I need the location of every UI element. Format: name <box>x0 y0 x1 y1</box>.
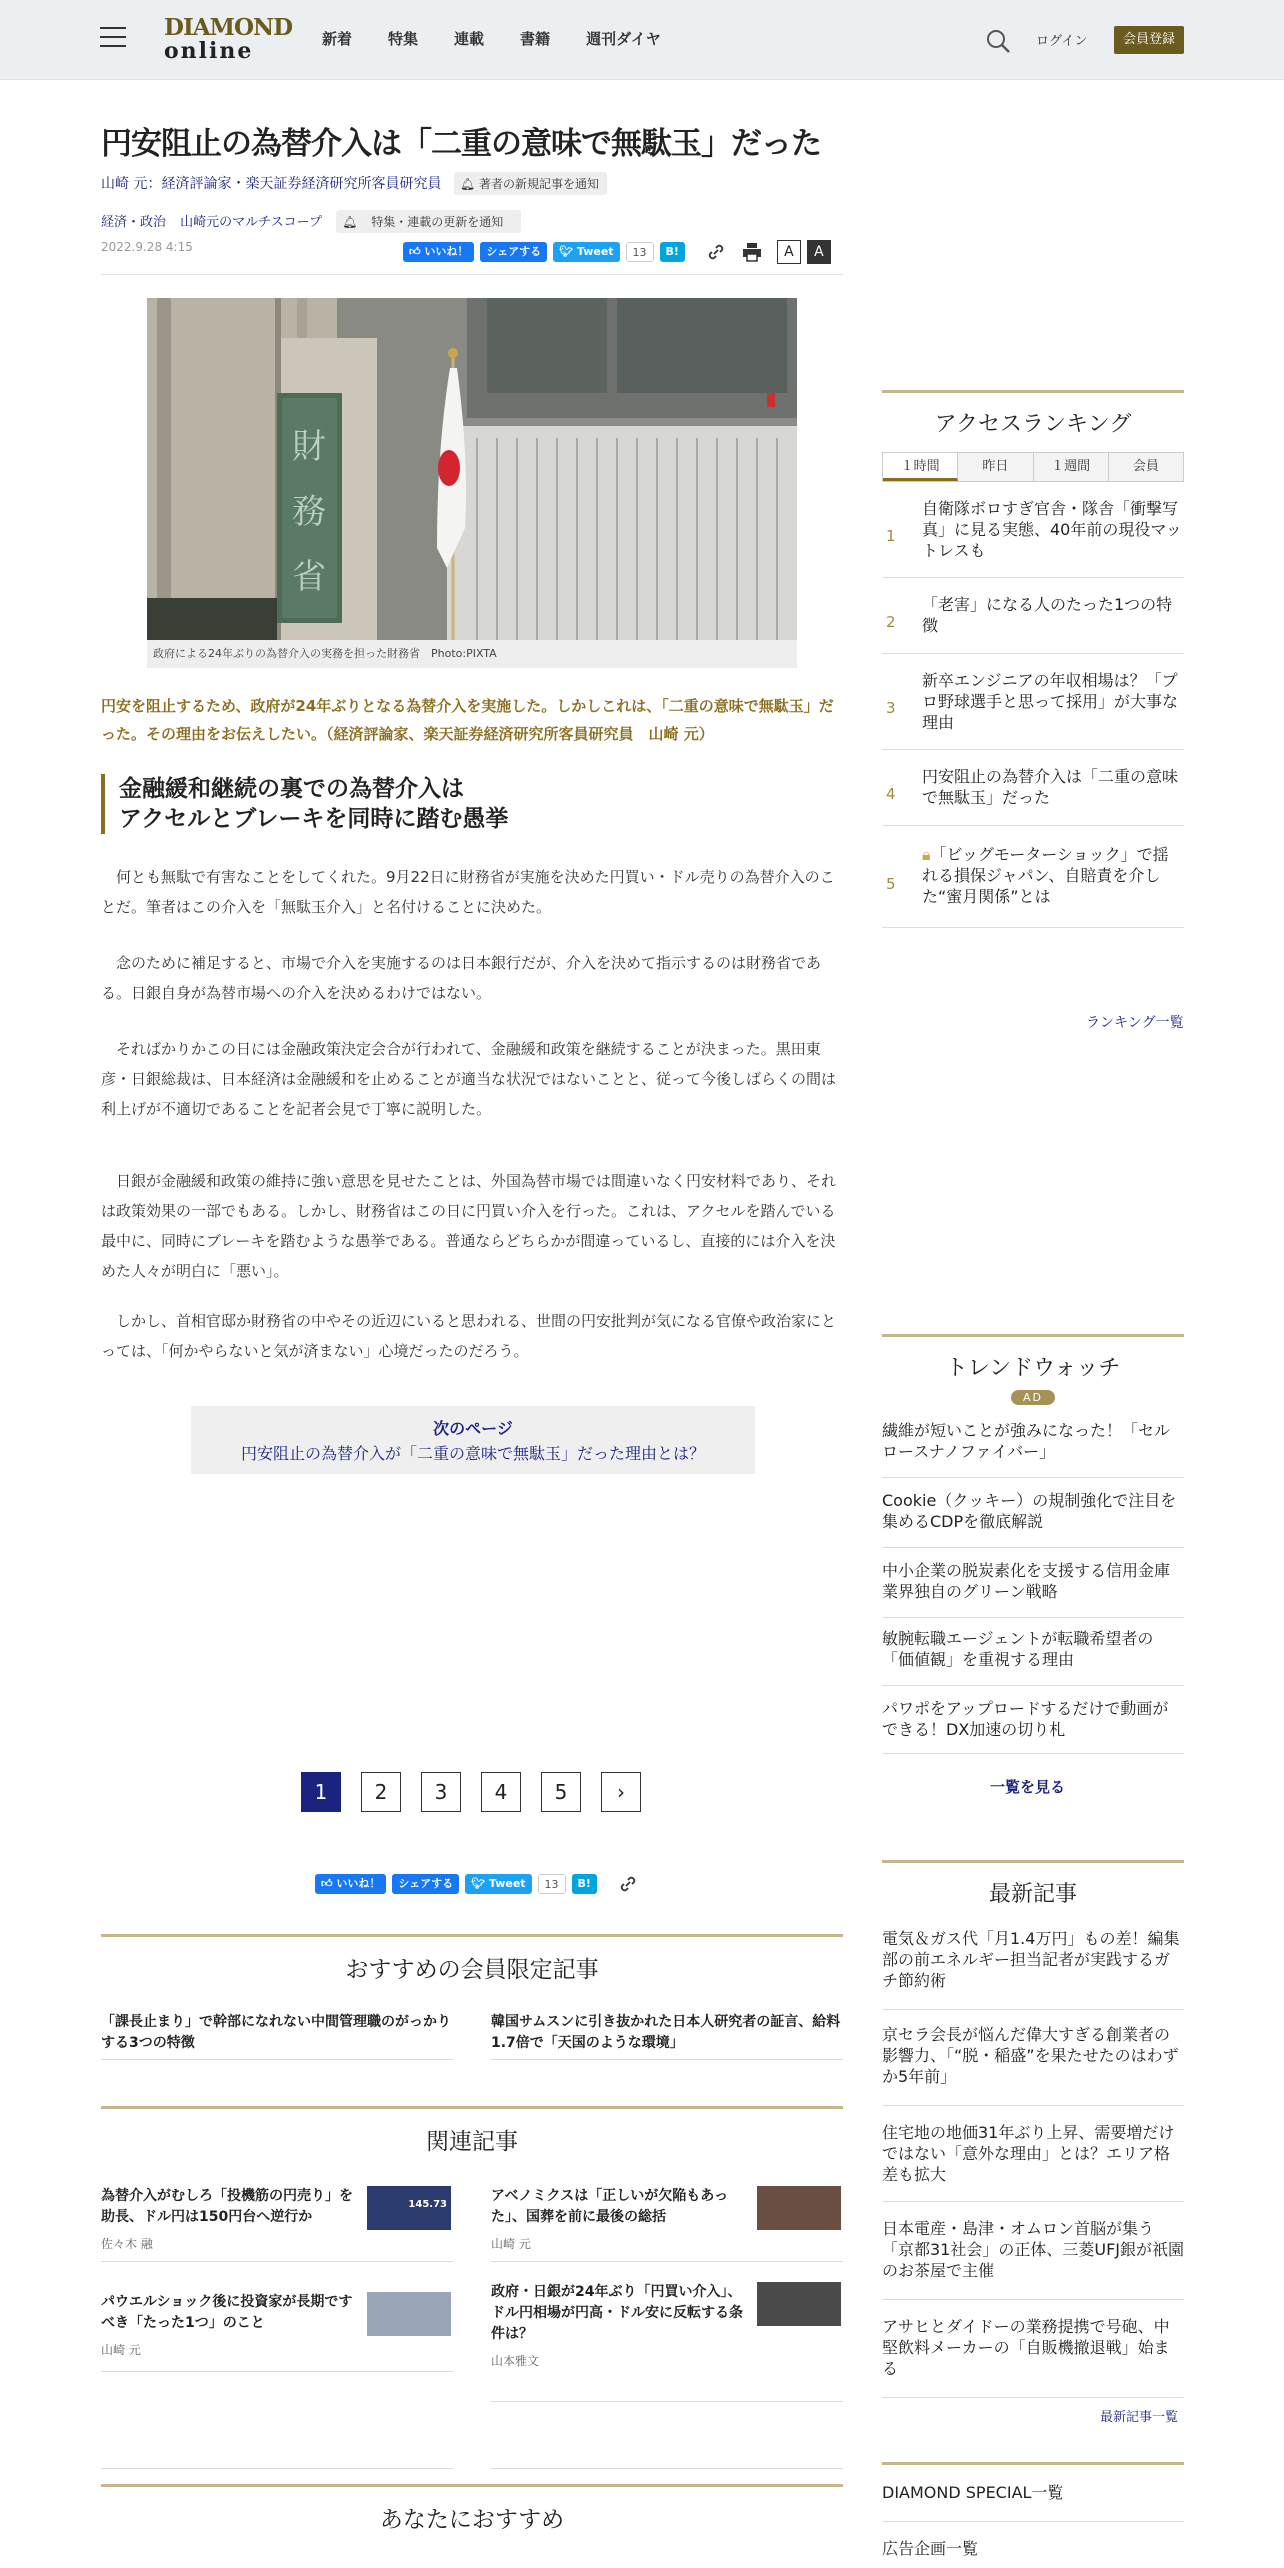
hatena-bookmark-button[interactable]: B! <box>572 1874 597 1894</box>
related-thumbnail <box>757 2186 841 2230</box>
latest-item[interactable]: 日本電産・島津・オムロン首脳が集う「京都31社会」の正体、三菱UFJ銀が祇園のお茶屋で主催 <box>882 2218 1184 2300</box>
font-size-large-button[interactable]: A <box>807 240 831 264</box>
photo-sign-char-1: 財 <box>292 427 326 467</box>
author-line <box>101 172 607 195</box>
diamond-special-link[interactable]: DIAMOND SPECIAL一覧 <box>882 2480 1184 2522</box>
rank-number: 4 <box>886 784 896 803</box>
nav-weekly[interactable]: 週刊ダイヤ <box>586 30 661 48</box>
related-author: 山崎 元 <box>101 2343 141 2357</box>
trend-heading: トレンドウォッチ <box>945 1356 1121 1381</box>
author-notify-label: 著者の新規記事を通知 <box>478 177 599 191</box>
rank-title <box>922 844 1184 907</box>
next-page-label: 次のページ <box>433 1419 513 1438</box>
facebook-share-button[interactable]: シェアする <box>480 242 547 262</box>
tweet-count: 13 <box>538 1874 566 1894</box>
rank-title: 「老害」になる人のたった1つの特徴 <box>922 595 1173 635</box>
logo-bottom: online <box>164 38 254 64</box>
members-heading: おすすめの会員限定記事 <box>101 1934 843 1994</box>
trend-more-link[interactable]: 一覧を見る <box>990 1778 1066 1796</box>
share-bar-bottom <box>315 1872 639 1896</box>
nav-series[interactable]: 連載 <box>454 30 485 48</box>
bell-icon: 🔔︎ <box>459 177 476 191</box>
ranking-section <box>882 390 1184 440</box>
trend-item[interactable]: 繊維が短いことが強みになった！「セルロースナノファイバー」 <box>882 1420 1184 1478</box>
related-author: 山崎 元 <box>491 2237 531 2251</box>
trend-heading-box <box>882 1334 1184 1404</box>
rank-number: 2 <box>886 612 896 631</box>
site-header <box>0 0 1284 80</box>
section-heading-line-2: アクセルとブレーキを同時に踏む愚挙 <box>119 806 509 832</box>
article-photo <box>147 298 797 640</box>
facebook-like-button[interactable]: 👍︎ いいね！ <box>315 1874 386 1894</box>
global-nav <box>322 28 697 49</box>
divider <box>101 274 843 275</box>
photo-sign-char-2: 務 <box>292 492 326 532</box>
ranking-item[interactable] <box>882 762 1184 826</box>
related-title: 為替介入がむしろ「投機筋の円売り」を助長、ドル円は150円台へ逆行か <box>101 2188 353 2225</box>
section-heading <box>101 774 843 834</box>
like-label: いいね！ <box>336 1877 381 1890</box>
tab-yesterday[interactable]: 昨日 <box>958 453 1033 481</box>
series-notify-button[interactable] <box>336 210 521 233</box>
ad-projects-link[interactable]: 広告企画一覧 <box>882 2539 979 2558</box>
rank-title-text: 「ビッグモーターショック」で揺れる損保ジャパン、自賠責を介した“蜜月関係”とは <box>922 845 1169 906</box>
ranking-tabs <box>882 452 1184 482</box>
photo-illustration <box>147 298 797 640</box>
paragraph: 何とも無駄で有害なことをしてくれた。9月22日に財務省が実施を決めた円買い・ドル売りの為替介入のことだ。筆者はこの介入を「無駄玉介入」と名付けることに決めた。 <box>101 868 835 916</box>
article-title: 円安阻止の為替介入は「二重の意味で無駄玉」だった <box>101 126 821 162</box>
lock-icon: 🔒︎ <box>922 845 931 864</box>
photo-caption: 政府による24年ぶりの為替介入の実務を担った財務省 Photo:PIXTA <box>147 640 797 668</box>
pagination <box>301 1772 661 1812</box>
register-button[interactable]: 会員登録 <box>1114 26 1184 54</box>
category-line <box>101 210 531 233</box>
facebook-share-button[interactable]: シェアする <box>392 1874 459 1894</box>
related-title: アベノミクスは「正しいが欠陥もあった」、国葬を前に最後の総括 <box>491 2188 729 2225</box>
paragraph: 念のために補足すると、市場で介入を実施するのは日本銀行だが、介入を決めて指示するのは財務省である。日銀自身が為替市場への介入を決めるわけではない。 <box>101 954 822 1002</box>
recommend-heading: あなたにおすすめ <box>101 2484 843 2544</box>
latest-section <box>882 1860 1184 1910</box>
link-copy-icon[interactable] <box>617 1873 639 1895</box>
menu-icon[interactable] <box>100 27 126 49</box>
ranking-more-link[interactable]: ランキング一覧 <box>1086 1015 1184 1031</box>
tweet-count: 13 <box>626 242 654 262</box>
ranking-item[interactable] <box>882 494 1184 578</box>
divider <box>101 2468 453 2469</box>
related-thumbnail <box>367 2292 451 2336</box>
members-article-1[interactable]: 「課長止まり」で幹部になれない中間管理職のがっかりする3つの特徴 <box>101 2012 453 2060</box>
related-title: 政府・日銀が24年ぶり「円買い介入」、ドル円相場が円高・ドル安に反転する条件は？ <box>491 2284 743 2342</box>
nav-books[interactable]: 書籍 <box>520 30 551 48</box>
category-link-economy[interactable]: 経済・政治 <box>101 215 167 230</box>
related-article-4[interactable] <box>491 2282 843 2402</box>
related-article-3[interactable] <box>101 2292 453 2372</box>
paragraph: 日銀が金融緩和政策の維持に強い意思を見せたことは、外国為替市場では間違いなく円安材料であり、それは政策効果の一部でもある。しかし、財務省はこの日に円買い介入を行った。これは、アクセルを踏んでいる最中に、同時にブレーキを踏むような愚挙である。普通ならどちらかが間違っているし、直接的には介入を決めた人々が明白に「悪い」。 <box>101 1172 837 1280</box>
related-heading: 関連記事 <box>101 2106 843 2166</box>
tweet-label: Tweet <box>488 1877 526 1890</box>
page-2[interactable]: 2 <box>361 1772 401 1812</box>
site-logo[interactable] <box>164 14 293 64</box>
members-article-2[interactable]: 韓国サムスンに引き抜かれた日本人研究者の証言、給料1.7倍で「天国のような環境」 <box>491 2012 843 2060</box>
trend-item[interactable]: 敏腕転職エージェントが転職希望者の「価値観」を重視する理由 <box>882 1628 1184 1686</box>
nav-features[interactable]: 特集 <box>388 30 419 48</box>
page-4[interactable]: 4 <box>481 1772 521 1812</box>
rank-title: 円安阻止の為替介入は「二重の意味で無駄玉」だった <box>922 767 1179 807</box>
tweet-label: Tweet <box>576 245 614 258</box>
category-link-series[interactable]: 山崎元のマルチスコープ <box>180 215 322 230</box>
article-lead: 円安を阻止するため、政府が24年ぶりとなる為替介入を実施した。しかしこれは、「二重の意味で無駄玉」だった。その理由をお伝えしたい。（経済評論家、楽天証券経済研究所客員研究員 山崎 元） <box>101 697 834 743</box>
latest-item[interactable]: 住宅地の地価31年ぶり上昇、需要増だけではない「意外な理由」とは？エリア格差も拡大 <box>882 2122 1184 2202</box>
ranking-heading: アクセスランキング <box>882 390 1184 440</box>
paragraph: そればかりかこの日には金融政策決定会合が行われて、金融緩和政策を継続することが決まった。黒田東彦・日銀総裁は、日本経済は金融緩和を止めることが適当な状況ではないことと、従って今後しばらくの間は利上げが不適切であることを記者会見で丁寧に説明した。 <box>101 1040 837 1118</box>
print-icon[interactable] <box>741 241 763 263</box>
bell-icon: 🔔︎ <box>342 215 358 229</box>
author-notify-button[interactable] <box>454 172 607 195</box>
like-label: いいね！ <box>424 245 469 258</box>
tab-members[interactable]: 会員 <box>1109 453 1183 481</box>
link-copy-icon[interactable] <box>705 241 727 263</box>
related-author: 山本雅文 <box>491 2354 540 2368</box>
trend-item[interactable]: パワポをアップロードするだけで動画ができる！DX加速の切り札 <box>882 1698 1184 1754</box>
next-page-box[interactable] <box>191 1406 755 1474</box>
latest-item[interactable]: アサヒとダイドーの業務提携で号砲、中堅飲料メーカーの「自販機撤退戦」始まる <box>882 2316 1184 2398</box>
hatena-bookmark-button[interactable]: B! <box>660 242 685 262</box>
trend-item[interactable]: Cookie（クッキー）の規制強化で注目を集めるCDPを徹底解説 <box>882 1490 1184 1548</box>
related-title: パウエルショック後に投資家が長期ですべき「たった1つ」のこと <box>101 2294 353 2331</box>
tweet-button[interactable]: 🐦︎ Tweet <box>553 242 619 262</box>
photo-sign-char-3: 省 <box>292 557 326 597</box>
latest-item[interactable]: 電気＆ガス代「月1.4万円」もの差！編集部の前エネルギー担当記者が実践するガチ節約術 <box>882 1928 1184 2010</box>
related-author: 佐々木 融 <box>101 2237 153 2251</box>
ranking-item[interactable] <box>882 590 1184 654</box>
ranking-item[interactable] <box>882 840 1184 928</box>
paragraph: しかし、首相官邸か財務省の中やその近辺にいると思われる、世間の円安批判が気になる官僚や政治家にとっては、「何かやらないと気が済まない」心境だったのだろう。 <box>101 1312 837 1360</box>
trend-item[interactable]: 中小企業の脱炭素化を支援する信用金庫業界独自のグリーン戦略 <box>882 1560 1184 1618</box>
series-notify-label: 特集・連載の更新を通知 <box>371 215 504 229</box>
ranking-item[interactable] <box>882 666 1184 750</box>
login-link[interactable]: ログイン <box>1036 34 1088 49</box>
page-5[interactable]: 5 <box>541 1772 581 1812</box>
latest-heading: 最新記事 <box>882 1860 1184 1910</box>
latest-more-link[interactable]: 最新記事一覧 <box>1100 2410 1179 2425</box>
page-1[interactable]: 1 <box>301 1772 341 1812</box>
related-thumbnail <box>367 2186 451 2230</box>
trend-section <box>882 1334 1184 1404</box>
related-thumbnail <box>757 2282 841 2326</box>
rank-number: 3 <box>886 698 896 717</box>
related-article-1[interactable] <box>101 2186 453 2262</box>
latest-item[interactable]: 京セラ会長が悩んだ偉大すぎる創業者の影響力、「“脱・稲盛”を果たせたのはわずか5年前」 <box>882 2024 1184 2106</box>
rank-number: 1 <box>886 526 896 545</box>
search-icon[interactable] <box>985 28 1011 54</box>
author-link[interactable]: 山崎 元：経済評論家・楽天証券経済研究所客員研究員 <box>101 176 442 192</box>
tab-1week[interactable]: １週間 <box>1034 453 1109 481</box>
thumb-text: 145.73 <box>408 2199 447 2210</box>
tweet-button[interactable]: 🐦︎ Tweet <box>465 1874 531 1894</box>
logo-top: DIAMOND <box>164 14 293 41</box>
page-3[interactable]: 3 <box>421 1772 461 1812</box>
rank-title: 新卒エンジニアの年収相場は？「プロ野球選手と思って採用」が大事な理由 <box>922 671 1179 732</box>
facebook-like-button[interactable]: 👍︎ いいね！ <box>403 242 474 262</box>
next-page-title: 円安阻止の為替介入が「二重の意味で無駄玉」だった理由とは？ <box>240 1444 705 1463</box>
divider <box>491 2468 843 2469</box>
next-page-button[interactable]: › <box>601 1772 641 1812</box>
font-size-small-button[interactable]: A <box>777 240 801 264</box>
share-bar-top <box>403 240 831 264</box>
divider <box>882 2462 1184 2465</box>
rank-number: 5 <box>886 874 896 893</box>
tab-1hour[interactable]: １時間 <box>883 453 958 481</box>
rank-title: 自衛隊ボロすぎ官舎・隊舎「衝撃写真」に見る実態、40年前の現役マットレスも <box>922 499 1182 560</box>
ad-badge: AD <box>1011 1390 1055 1405</box>
related-article-2[interactable] <box>491 2186 843 2262</box>
section-heading-line-1: 金融緩和継続の裏での為替介入は <box>119 776 464 802</box>
publish-date: 2022.9.28 4:15 <box>101 240 193 254</box>
nav-new[interactable]: 新着 <box>322 30 353 48</box>
